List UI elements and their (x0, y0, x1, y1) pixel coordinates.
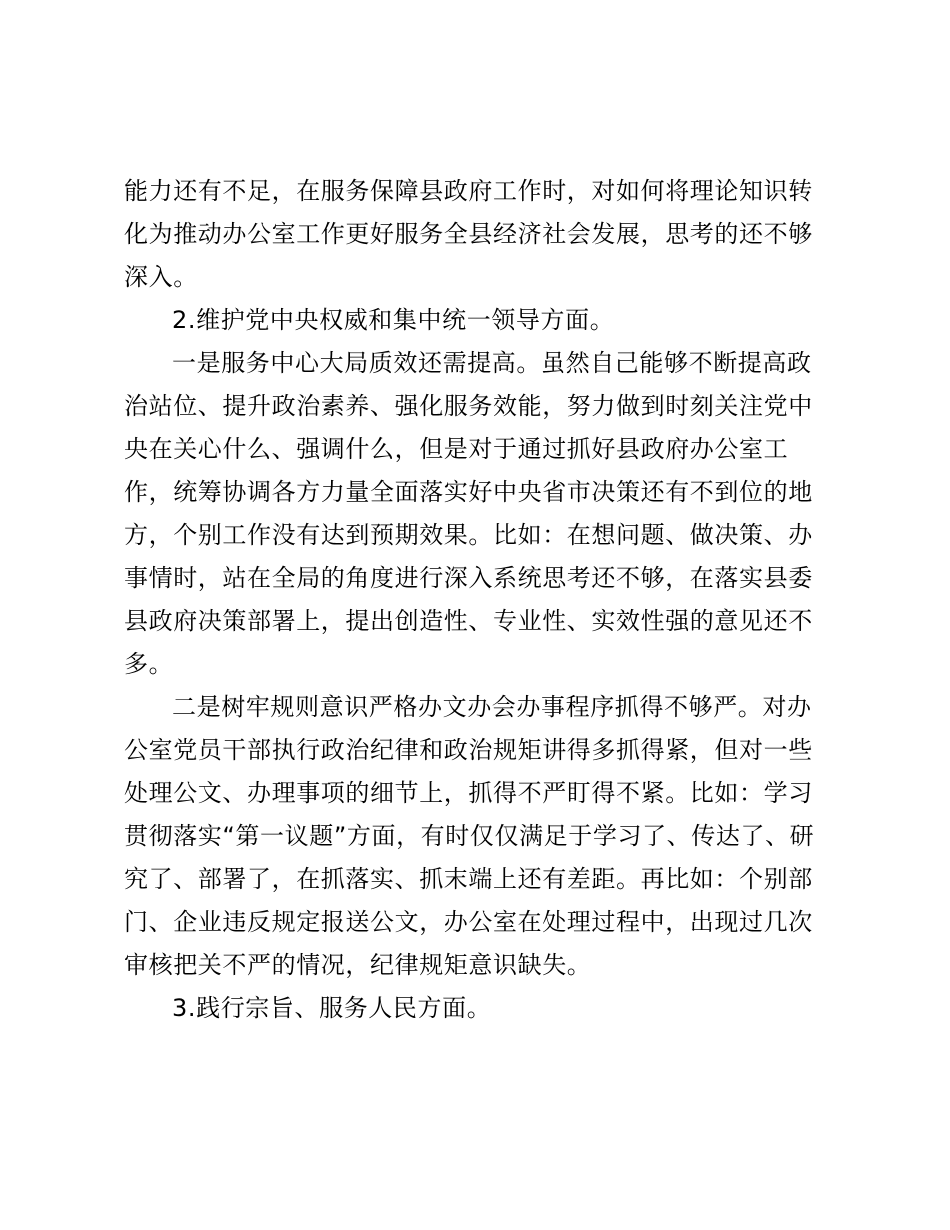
text-line: 县政府决策部署上，提出创造性、专业性、实效性强的意见还不 (124, 607, 813, 635)
text-line: 审核把关不严的情况，纪律规矩意识缺失。 (124, 951, 592, 979)
text-line: 化为推动办公室工作更好服务全县经济社会发展，思考的还不够 (124, 220, 813, 248)
text-line: 能力还有不足，在服务保障县政府工作时，对如何将理论知识转 (124, 177, 813, 205)
section-heading: 2.维护党中央权威和集中统一领导方面。 (172, 306, 615, 334)
text-line: 作，统筹协调各方力量全面落实好中央省市决策还有不到位的地 (124, 478, 813, 506)
text-line: 二是树牢规则意识严格办文办会办事程序抓得不够严。对办 (172, 693, 812, 721)
text-line: 治站位、提升政治素养、强化服务效能，努力做到时刻关注党中 (124, 392, 813, 420)
text-line: 贯彻落实“第一议题”方面，有时仅仅满足于学习了、传达了、研 (124, 822, 815, 850)
text-line: 究了、部署了，在抓落实、抓末端上还有差距。再比如：个别部 (124, 865, 813, 893)
text-line: 方，个别工作没有达到预期效果。比如：在想问题、做决策、办 (124, 521, 813, 549)
text-line: 门、企业违反规定报送公文，办公室在处理过程中，出现过几次 (124, 908, 813, 936)
text-line: 公室党员干部执行政治纪律和政治规矩讲得多抓得紧，但对一些 (124, 736, 813, 764)
text-line: 一是服务中心大局质效还需提高。虽然自己能够不断提高政 (172, 349, 812, 377)
text-line: 事情时，站在全局的角度进行深入系统思考还不够，在落实县委 (124, 564, 813, 592)
text-line: 处理公文、办理事项的细节上，抓得不严盯得不紧。比如：学习 (124, 779, 813, 807)
text-line: 深入。 (124, 263, 198, 291)
text-line: 多。 (124, 650, 174, 678)
section-heading: 3.践行宗旨、服务人民方面。 (172, 994, 492, 1022)
text-line: 央在关心什么、强调什么，但是对于通过抓好县政府办公室工 (124, 435, 789, 463)
